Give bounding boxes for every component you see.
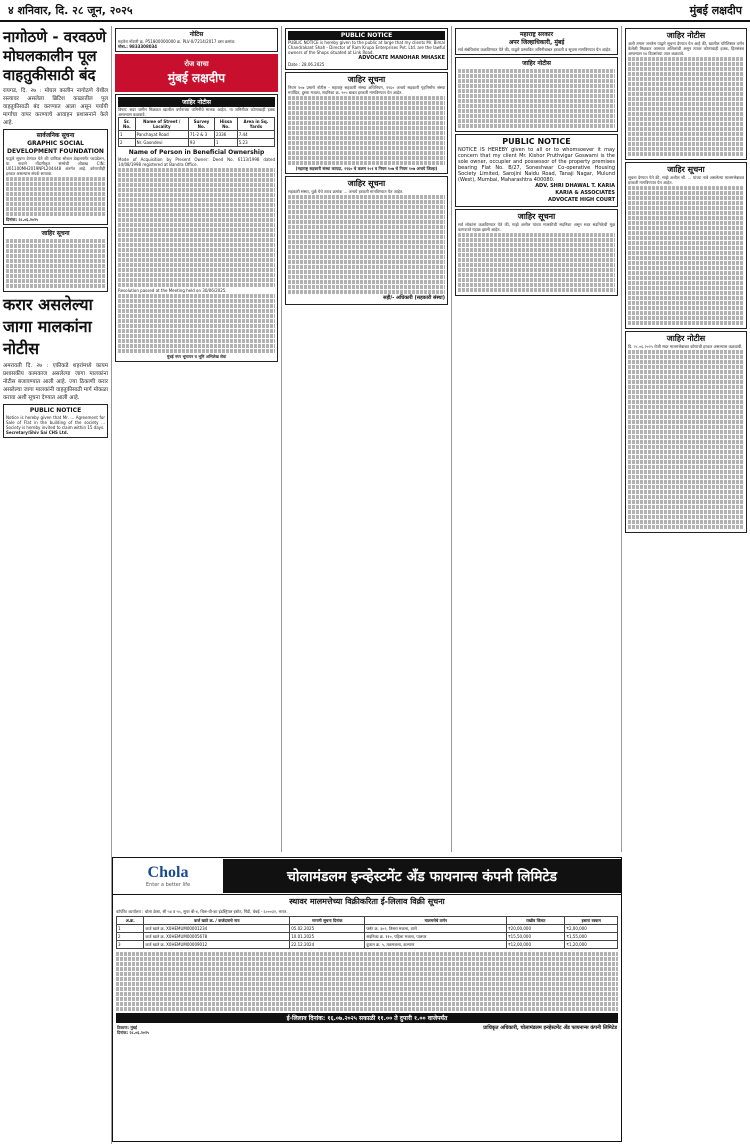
land-table-header-cell: Name of Street / Locality — [135, 118, 188, 131]
mark-title: (महाराष्ट्र सहकारी संस्था कायदा, १९६० चे कलम १०१ व नियम १०७ चे नियम १०७ अन्वये जिल्हा) — [295, 166, 438, 171]
chola-table-cell: कर्ज खाते क्र. X0HEMUM00005678 — [144, 933, 290, 941]
mumbai-lakshdeep-logo — [115, 54, 278, 92]
chola-sign-place-date — [117, 1025, 149, 1035]
land-table-cell: Nr. Gaondevi — [135, 139, 188, 147]
col5-title2: जाहिर सूचना — [667, 165, 705, 174]
land-table-cell: 2336 — [215, 131, 238, 139]
land-table-header-cell: Survey No. — [188, 118, 214, 131]
rera-title: नोटिस — [189, 31, 204, 38]
public-notice-text: Notice is hereby given that Mr. ... Agreement for Sale of Flat in the building of the society ... Society is hereby invited to claim within 15 days. — [6, 415, 105, 430]
logo-main: मुंबई लक्षदीप — [167, 71, 226, 85]
notice-org: GRAPHIC SOCIAL DEVELOPMENT FOUNDATION — [7, 140, 104, 155]
chola-table-header-cell: अ.क्र. — [117, 917, 144, 925]
land-table-row — [119, 139, 275, 147]
chola-table-cell: ₹1,55,000 — [565, 933, 618, 941]
column-1 — [0, 26, 112, 1144]
headline-notice: करार असलेल्या जागा मालकांना नोटीस — [3, 295, 93, 358]
extra-text-2: Resolution passed at the Meeting held on 30/06/2025. — [118, 288, 227, 293]
chola-header — [113, 858, 621, 895]
col5-text3: दि. २८.०६.२०२५ रोजी सदर मालमत्तेबाबत कोणाची हरकत असल्यास कळवावी. — [628, 344, 743, 349]
chola-table-cell: फ्लॅट क्र. ३०२, तिसरा मजला, ठाणे — [365, 925, 507, 933]
chola-table-cell: 10.01.2025 — [290, 933, 365, 941]
notice-title: सार्वजनिक सूचना — [36, 132, 75, 139]
jahir-title: जाहिर नोटीस — [118, 97, 275, 107]
chola-table-cell: ₹12,00,000 — [507, 941, 565, 949]
land-table — [118, 117, 275, 147]
jahir-text: नियम १०७ प्रमाणे नोटीस - महाराष्ट्र सहकारी संस्था अधिनियम, १९६० अन्वये सहकारी गृहनिर्माण संस्था मर्यादित, दुसरा मजला, सदनिका क्र. २०५ बाबत हरकती मागविण्यात येत आहेत. — [288, 85, 445, 95]
chola-table-cell: सदनिका क्र. ११०, पहिला मजला, पालघर — [365, 933, 507, 941]
jahir2-filler — [288, 195, 445, 294]
land-table-cell: 5.23 — [237, 139, 274, 147]
notice-filler — [6, 177, 105, 216]
chola-brand: Chola — [147, 864, 189, 881]
notice-rera — [115, 28, 278, 52]
notice-col5-3 — [625, 331, 747, 533]
chola-company-title: चोलामंडलम इन्व्हेस्टमेंट अँड फायनान्स कंपनी लिमिटेड — [223, 859, 621, 893]
chola-table — [116, 916, 618, 949]
chola-table-cell: ₹1,20,000 — [565, 941, 618, 949]
public-notice-col4 — [455, 134, 618, 207]
col5-text2: सूचना देण्यात येते की, माझे अशील श्री. ... यांच्या नावे असलेल्या मालमत्तेबाबत हरकती मागविण्यात येत आहेत. — [628, 175, 744, 185]
story-notice: अमरावती दि. २७ : एकीकडे शहरांमध्ये कायम प्रशासकीय कामकाज असलेल्या जागा मालकांना नोटीस बजावण्यात आली आहे. ज्या ठिकाणी करार असलेल्या जागा मालकांनी वाहतुकीसाठी मार्ग मोकळा करावा अशी सूचना देण्यात आली आहे. — [3, 363, 108, 401]
jahir-filler — [288, 96, 445, 165]
jahir-title: जाहिर सूचना — [41, 230, 70, 237]
extra-filler-2 — [118, 294, 275, 353]
land-table-cell: 1 — [119, 131, 136, 139]
jahir2-filler — [458, 233, 615, 292]
col5-filler2 — [628, 186, 744, 325]
land-table-cell: 2 — [119, 139, 136, 147]
chola-table-cell: ₹15,50,000 — [507, 933, 565, 941]
jahir-title: जाहिर नोटीस — [522, 60, 551, 67]
extra-title: Name of Person in Beneficial Ownership — [128, 149, 265, 156]
chola-sub-title: स्थावर मालमत्तेच्या विक्रीकरिता ई-लिलाव विक्री सूचना — [289, 897, 445, 906]
public-notice-title: PUBLIC NOTICE — [29, 407, 82, 414]
chola-sign-place: ठिकाण: मुंबई — [117, 1025, 137, 1030]
public-notice-sign: Secretary/Shiv Sai CHS Ltd. — [6, 430, 69, 435]
rera-phone: मोबा.: 9833308034 — [118, 44, 158, 49]
chola-table-row — [117, 941, 618, 949]
col5-title: जाहिर नोटीस — [666, 31, 706, 40]
chola-table-header-cell: इसारा रक्कम — [565, 917, 618, 925]
land-table-row — [119, 131, 275, 139]
govt-text: सर्व संबंधितांना कळविण्यात येते की, याद्वारे प्रस्तावित जमिनीबाबत हरकती व सूचना मागविण्यात येत आहेत. — [458, 47, 612, 52]
notice-jahir-col1 — [3, 227, 108, 292]
chola-table-header-cell: कर्ज खाते क्र. / कर्जदाराचे नाव — [144, 917, 290, 925]
public-notice-date: Date : 28.06.2025 — [288, 62, 325, 67]
notice-col5-1 — [625, 28, 747, 160]
chola-filler — [113, 952, 621, 1011]
land-table-header-cell: Sr. No. — [119, 118, 136, 131]
public-notice-col3 — [285, 28, 448, 70]
notice-jahir2-col3 — [285, 176, 448, 305]
notice-text: याद्वारे सूचना देण्यात येते की ग्राफिक सोशल डेव्हलपमेंट फाउंडेशन, या नावाने नोंदणीकृत संस्थेची ओळख CIN: U01100MH2019NPL204448 अंतर्गत आहे. कोणाचीही हरकत असल्यास संपर्क साधावा. — [6, 156, 105, 176]
public-notice-sign: ADVOCATE MANOHAR MHASKE — [358, 55, 445, 61]
header-date: ४ शनिवार, दि. २८ जून, २०२५ — [8, 3, 133, 17]
chola-tagline: Enter a better life — [145, 882, 191, 888]
jahir2-title: जाहिर सूचना — [517, 212, 556, 221]
chola-table-cell: 1 — [117, 925, 144, 933]
chola-auction-ad — [112, 857, 622, 1142]
column-3 — [282, 26, 452, 852]
col5-filler3 — [628, 350, 744, 529]
col5-title3: जाहिर नोटीस — [666, 334, 706, 343]
chola-table-row — [117, 933, 618, 941]
notice-col5-2 — [625, 162, 747, 329]
notice-date: दिनांक: २८.०६.२०२५ — [6, 217, 39, 222]
notice-jahir-col3 — [285, 72, 448, 174]
chola-table-cell: कर्ज खाते क्र. X0HEMUM00009012 — [144, 941, 290, 949]
chola-table-cell: 2 — [117, 933, 144, 941]
chola-table-cell: ₹2,00,000 — [565, 925, 618, 933]
header-masthead: मुंबई लक्षदीप — [689, 3, 742, 17]
rera-text: महारेरा नोंदणी क्र. P51800000000 क्र. PLV-0/7214/2017 दस्त क्रमांक — [118, 39, 235, 44]
chola-table-row — [117, 925, 618, 933]
chola-sign-name: प्राधिकृत अधिकारी, चोलामंडलम इन्व्हेस्टमेंट अँड फायनान्स कंपनी लिमिटेड — [483, 1025, 617, 1031]
chola-table-cell: दुकान क्र. ५, तळमजला, कल्याण — [365, 941, 507, 949]
chola-table-header-cell: राखीव किंमत — [507, 917, 565, 925]
govt-sub: अपर जिल्हाधिकारी, मुंबई — [508, 39, 565, 46]
chola-intro: कॉर्पोरेट कार्यालय : चोला क्रेस्ट, सी ५४ व ५५, सुपर बी-४, थिरू-वी-का इंडस्ट्रियल इस्टेट, गिंडी, चेन्नई - ६०००३२, भारत. — [116, 909, 288, 914]
chola-table-cell: 05.02.2025 — [290, 925, 365, 933]
chola-auction-date: ई-लिलाव दिनांक: १६.०७.२०२५ सकाळी ११.०० ते दुपारी १.०० वाजेपर्यंत — [116, 1013, 618, 1023]
govt-title: महाराष्ट्र सरकार — [519, 31, 554, 38]
public-notice-text: PUBLIC NOTICE is hereby given to the public at large that my clients Mr. Bimal Chandrakant Shah - Director of Ram Krupa Enterprises Pvt. Ltd. are the lawful owners of the Shops situated at Link Road. — [288, 40, 445, 55]
notice-govt — [455, 28, 618, 55]
column-4 — [452, 26, 622, 852]
chola-table-cell: 22.12.2024 — [290, 941, 365, 949]
jahir2-text: सर्व लोकांना कळविण्यात येते की, माझे अशील यांच्या मालकीची सदनिका असून सदर सदनिकेची मूळ कागदपत्रे गहाळ झाली आहेत. — [458, 222, 615, 232]
page-header — [0, 0, 750, 22]
notice-jahir-col4 — [455, 57, 618, 132]
public-notice-sign: ADV. SHRI DHAWAL T. KARIA KARIA & ASSOCIATES ADVOCATE HIGH COURT — [535, 183, 615, 203]
jahir-filler — [6, 239, 105, 288]
jahir2-title: जाहिर सूचना — [347, 179, 386, 188]
chola-table-cell: 3 — [117, 941, 144, 949]
col5-text: अशी तमाम जनतेस याद्वारे सूचना देण्यात येत आहे की, खालील परिशिष्टात वर्णन केलेली मिळकत आमच्या अशिलांची असून त्यावर कोणाचाही हक्क, हितसंबंध असल्यास १४ दिवसांच्या आत कळवावे. — [628, 41, 744, 56]
logo-top: रोज वाचा — [184, 60, 209, 68]
column-5 — [622, 26, 750, 1144]
extra-filler — [118, 168, 275, 287]
land-table-cell: 7.44 — [237, 131, 274, 139]
jahir-text: विषय: सदर जमीन मिळकत खालील वर्णनाच्या जमिनीचे मालक आहेत. या जमिनीवर कोणाचाही हक्क असल्यास कळवावे. — [118, 107, 275, 117]
public-notice-text: NOTICE IS HEREBY given to all or to whomsoever it may concern that my client Mr. Kishor Pruthvigar Goswami is the sole owner, occupier and possessor of the property premises bearing Flat No. B/27, Soneshwar Co-operative Housing Society Limited, Sarojini Naidu Road, Tanaji Nagar, Mulund (West), Mumbai, Maharashtra 400080. — [458, 147, 615, 183]
extra-text: Mode of Acquisition by Present Owner: Deed No. 6113/1998 dated 14/08/1998 registered at Bandra Office. — [118, 157, 275, 167]
chola-logo — [113, 859, 223, 893]
jahir2-text: सहकारी संस्था, धुळे येथे ठराव क्रमांक ... अन्वये हरकती मागविण्यात येत आहेत. — [288, 189, 404, 194]
chola-table-cell: ₹20,00,000 — [507, 925, 565, 933]
land-table-header-cell: Area in Sq. Yards — [237, 118, 274, 131]
notice-jahir-col2 — [115, 94, 278, 362]
bottom-text: मुंबई नगर भूमापन व भूमि अभिलेख सेवा — [166, 354, 227, 359]
land-table-cell: 1 — [215, 139, 238, 147]
land-table-header-cell: Hissa No. — [215, 118, 238, 131]
public-notice-title: PUBLIC NOTICE — [502, 137, 571, 146]
jahir-filler — [458, 69, 615, 128]
land-table-cell: Panchayat Road — [135, 131, 188, 139]
column-2 — [112, 26, 282, 852]
public-notice-col1 — [3, 404, 108, 438]
public-notice-title: PUBLIC NOTICE — [288, 31, 445, 40]
land-table-cell: 71-2 & 3 — [188, 131, 214, 139]
notice-graphic-foundation — [3, 129, 108, 225]
chola-table-cell: कर्ज खाते क्र. X0HEMUM00001234 — [144, 925, 290, 933]
col5-filler — [628, 57, 744, 156]
story-nagothane: रायगड, दि. २७ : मोघल कालीन नागोठणे येथील रस्त्यावर असलेला ब्रिटिश काळातील पूल वाहतुकीसाठी बंद करण्यात आला असून पर्यायी मार्गाचा वापर करण्याचे आवाहन प्रशासनाने केले आहे. — [3, 88, 108, 126]
headline-nagothane: नागोठणे - वरवठणे मोघलकालीन पूल वाहतुकीसाठी बंद — [3, 28, 107, 84]
chola-table-header-cell: मालमत्तेचे वर्णन — [365, 917, 507, 925]
jahir2-sign: सही/- अधिकारी (सहकारी संस्था) — [383, 295, 445, 301]
chola-sign-date: दिनांक: २८.०६.२०२५ — [117, 1030, 150, 1035]
chola-table-header-cell: मागणी सूचना दिनांक — [290, 917, 365, 925]
jahir-title: जाहिर सूचना — [347, 75, 386, 84]
notice-jahir2-col4 — [455, 209, 618, 296]
land-table-cell: 93 — [188, 139, 214, 147]
